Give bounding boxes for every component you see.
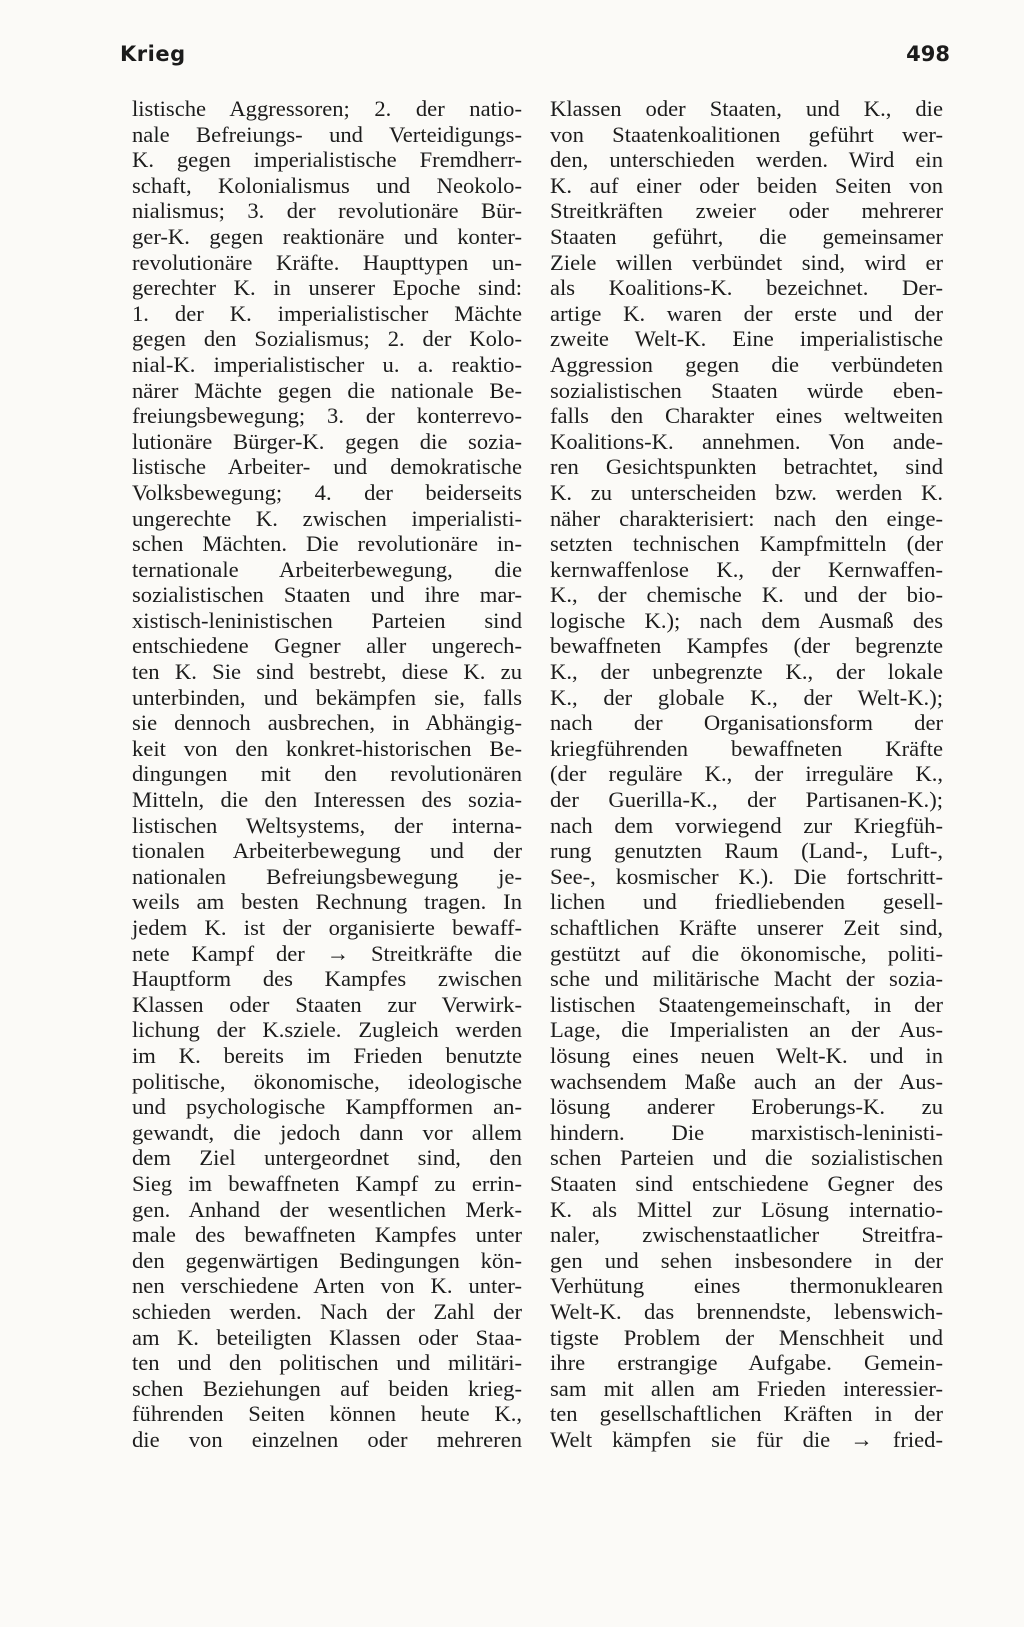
text-line: falls den Charakter eines weltweiten bbox=[550, 403, 943, 429]
text-line: schieden werden. Nach der Zahl der bbox=[132, 1298, 522, 1324]
text-line: nale Befreiungs- und Verteidigungs- bbox=[132, 121, 522, 147]
text-line: K. gegen imperialistische Fremdherr- bbox=[132, 147, 522, 173]
text-line: bewaffneten Kampfes (der begrenzte bbox=[550, 633, 943, 659]
text-line: führenden Seiten können heute K., bbox=[132, 1401, 522, 1427]
text-line: logische K.); nach dem Ausmaß des bbox=[550, 607, 943, 633]
text-line: freiungsbewegung; 3. der konterrevo- bbox=[132, 403, 522, 429]
text-line: lichen und friedliebenden gesell- bbox=[550, 889, 943, 915]
text-line: von Staatenkoalitionen geführt wer- bbox=[550, 121, 943, 147]
text-line: lichung der K.sziele. Zugleich werden bbox=[132, 1017, 522, 1043]
page-header bbox=[120, 42, 950, 86]
text-line: rung genutzten Raum (Land-, Luft-, bbox=[550, 838, 943, 864]
text-line: den gegenwärtigen Bedingungen kön- bbox=[132, 1247, 522, 1273]
text-line: Lage, die Imperialisten an der Aus- bbox=[550, 1017, 943, 1043]
text-line: hindern. Die marxistisch-leninisti- bbox=[550, 1119, 943, 1145]
text-line: K. auf einer oder beiden Seiten von bbox=[550, 172, 943, 198]
text-line: dingungen mit den revolutionären bbox=[132, 761, 522, 787]
text-line: ten K. Sie sind bestrebt, diese K. zu bbox=[132, 659, 522, 685]
text-line: gen und sehen insbesondere in der bbox=[550, 1247, 943, 1273]
text-line: tigste Problem der Menschheit und bbox=[550, 1324, 943, 1350]
text-line: Welt kämpfen sie für die → fried- bbox=[550, 1426, 943, 1452]
text-line: K. als Mittel zur Lösung internatio- bbox=[550, 1196, 943, 1222]
text-line: sozialistischen Staaten würde eben- bbox=[550, 377, 943, 403]
text-line: gen. Anhand der wesentlichen Merk- bbox=[132, 1196, 522, 1222]
text-line: nete Kampf der → Streitkräfte die bbox=[132, 940, 522, 966]
text-line: näher charakterisiert: nach den einge- bbox=[550, 505, 943, 531]
text-line: listischen Weltsystems, der interna- bbox=[132, 812, 522, 838]
text-line: jedem K. ist der organisierte bewaff- bbox=[132, 915, 522, 940]
text-line: setzten technischen Kampfmitteln (der bbox=[550, 531, 943, 557]
text-line: nial-K. imperialistischer u. a. reaktio- bbox=[132, 351, 522, 377]
text-line: keit von den konkret-historischen Be- bbox=[132, 735, 522, 761]
text-line: kernwaffenlose K., der Kernwaffen- bbox=[550, 556, 943, 582]
text-line: ternationale Arbeiterbewegung, die bbox=[132, 556, 522, 582]
text-line: als Koalitions-K. bezeichnet. Der- bbox=[550, 275, 943, 301]
text-line: 1. der K. imperialistischer Mächte bbox=[132, 300, 522, 326]
page-number: 498 bbox=[906, 42, 950, 66]
text-line: die von einzelnen oder mehreren bbox=[132, 1426, 522, 1452]
text-line: lösung anderer Eroberungs-K. zu bbox=[550, 1094, 943, 1120]
text-line: den, unterschieden werden. Wird ein bbox=[550, 147, 943, 173]
text-line: K., der globale K., der Welt-K.); bbox=[550, 684, 943, 710]
text-line: (der reguläre K., der irreguläre K., bbox=[550, 761, 943, 787]
text-line: Staaten sind entschiedene Gegner des bbox=[550, 1170, 943, 1196]
text-line: Hauptform des Kampfes zwischen bbox=[132, 966, 522, 992]
text-line: ten gesellschaftlichen Kräften in der bbox=[550, 1401, 943, 1427]
text-line: nationalen Befreiungsbewegung je- bbox=[132, 863, 522, 889]
text-line: lutionäre Bürger-K. gegen die sozia- bbox=[132, 428, 522, 454]
text-line: gestützt auf die ökonomische, politi- bbox=[550, 940, 943, 966]
text-line: im K. bereits im Frieden benutzte bbox=[132, 1042, 522, 1068]
text-line: sozialistischen Staaten und ihre mar- bbox=[132, 582, 522, 608]
text-line: revolutionäre Kräfte. Haupttypen un- bbox=[132, 249, 522, 275]
text-line: der Guerilla-K., der Partisanen-K.); bbox=[550, 787, 943, 813]
text-line: kriegführenden bewaffneten Kräfte bbox=[550, 735, 943, 761]
text-line: Volksbewegung; 4. der beiderseits bbox=[132, 479, 522, 505]
text-line: schaftlichen Kräfte unserer Zeit sind, bbox=[550, 915, 943, 940]
text-line: ungerechte K. zwischen imperialisti- bbox=[132, 505, 522, 531]
text-line: schen Mächten. Die revolutionäre in- bbox=[132, 531, 522, 557]
text-line: und psychologische Kampfformen an- bbox=[132, 1094, 522, 1120]
text-line: K., der chemische K. und der bio- bbox=[550, 582, 943, 608]
text-line: listischen Staatengemeinschaft, in der bbox=[550, 991, 943, 1017]
text-line: Klassen oder Staaten, und K., die bbox=[550, 96, 943, 121]
text-line: nach dem vorwiegend zur Kriegfüh- bbox=[550, 812, 943, 838]
text-line: politische, ökonomische, ideologische bbox=[132, 1068, 522, 1094]
text-line: nen verschiedene Arten von K. unter- bbox=[132, 1273, 522, 1299]
text-line: sche und militärische Macht der sozia- bbox=[550, 966, 943, 992]
text-line: nialismus; 3. der revolutionäre Bür- bbox=[132, 198, 522, 224]
text-line: gerechter K. in unserer Epoche sind: bbox=[132, 275, 522, 301]
text-line: ger-K. gegen reaktionäre und konter- bbox=[132, 223, 522, 249]
text-line: gewandt, die jedoch dann vor allem bbox=[132, 1119, 522, 1145]
text-line: weils am besten Rechnung tragen. In bbox=[132, 889, 522, 915]
text-line: Verhütung eines thermonuklearen bbox=[550, 1273, 943, 1299]
text-line: Staaten geführt, die gemeinsamer bbox=[550, 223, 943, 249]
text-line: artige K. waren der erste und der bbox=[550, 300, 943, 326]
text-line: zweite Welt-K. Eine imperialistische bbox=[550, 326, 943, 352]
left-text-column bbox=[132, 96, 522, 1452]
text-line: Ziele willen verbündet sind, wird er bbox=[550, 249, 943, 275]
text-line: Koalitions-K. annehmen. Von ande- bbox=[550, 428, 943, 454]
text-line: Mitteln, die den Interessen des sozia- bbox=[132, 787, 522, 813]
text-line: ihre erstrangige Aufgabe. Gemein- bbox=[550, 1350, 943, 1376]
text-line: entschiedene Gegner aller ungerech- bbox=[132, 633, 522, 659]
text-line: listische Aggressoren; 2. der natio- bbox=[132, 96, 522, 121]
text-line: sie dennoch ausbrechen, in Abhängig- bbox=[132, 710, 522, 736]
text-line: xistisch-leninistischen Parteien sind bbox=[132, 607, 522, 633]
text-line: lösung eines neuen Welt-K. und in bbox=[550, 1042, 943, 1068]
text-line: K., der unbegrenzte K., der lokale bbox=[550, 659, 943, 685]
right-text-column bbox=[550, 96, 943, 1452]
text-line: schen Beziehungen auf beiden krieg- bbox=[132, 1375, 522, 1401]
text-line: naler, zwischenstaatlicher Streitfra- bbox=[550, 1222, 943, 1248]
text-line: Sieg im bewaffneten Kampf zu errin- bbox=[132, 1170, 522, 1196]
text-line: sam mit allen am Frieden interessier- bbox=[550, 1375, 943, 1401]
text-line: unterbinden, und bekämpfen sie, falls bbox=[132, 684, 522, 710]
text-line: nach der Organisationsform der bbox=[550, 710, 943, 736]
text-line: listische Arbeiter- und demokratische bbox=[132, 454, 522, 480]
text-line: närer Mächte gegen die nationale Be- bbox=[132, 377, 522, 403]
text-line: ten und den politischen und militäri- bbox=[132, 1350, 522, 1376]
text-line: schaft, Kolonialismus und Neokolo- bbox=[132, 172, 522, 198]
text-line: schen Parteien und die sozialistischen bbox=[550, 1145, 943, 1171]
text-line: dem Ziel untergeordnet sind, den bbox=[132, 1145, 522, 1171]
text-line: Aggression gegen die verbündeten bbox=[550, 351, 943, 377]
text-line: Klassen oder Staaten zur Verwirk- bbox=[132, 991, 522, 1017]
text-line: tionalen Arbeiterbewegung und der bbox=[132, 838, 522, 864]
text-line: male des bewaffneten Kampfes unter bbox=[132, 1222, 522, 1248]
running-head: Krieg bbox=[120, 42, 186, 66]
text-line: K. zu unterscheiden bzw. werden K. bbox=[550, 479, 943, 505]
text-line: am K. beteiligten Klassen oder Staa- bbox=[132, 1324, 522, 1350]
text-line: Welt-K. das brennendste, lebenswich- bbox=[550, 1298, 943, 1324]
text-line: Streitkräften zweier oder mehrerer bbox=[550, 198, 943, 224]
text-line: gegen den Sozialismus; 2. der Kolo- bbox=[132, 326, 522, 352]
text-line: See-, kosmischer K.). Die fortschritt- bbox=[550, 863, 943, 889]
text-line: ren Gesichtspunkten betrachtet, sind bbox=[550, 454, 943, 480]
text-line: wachsendem Maße auch an der Aus- bbox=[550, 1068, 943, 1094]
